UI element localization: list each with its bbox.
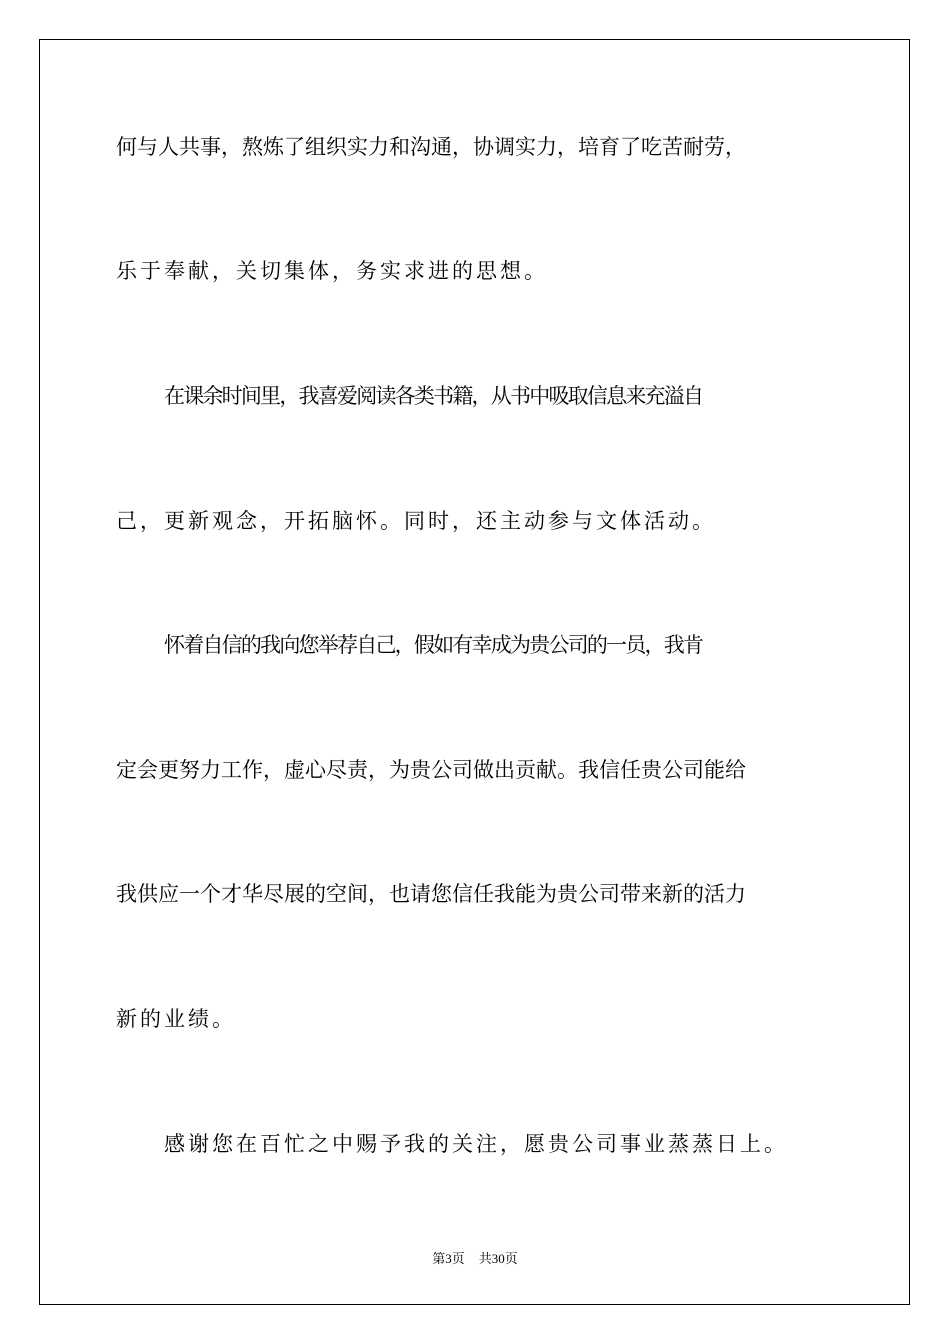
body-line-6: 定会更努力工作，虚心尽责，为贵公司做出贡献。我信任贵公司能给 — [116, 758, 746, 782]
body-line-7: 我供应一个才华尽展的空间，也请您信任我能为贵公司带来新的活力 — [116, 882, 746, 906]
body-line-1: 何与人共事，熬炼了组织实力和沟通，协调实力，培育了吃苦耐劳， — [116, 135, 746, 159]
page-total: 共30页 — [478, 1251, 518, 1266]
body-line-8: 新的业绩。 — [116, 1007, 236, 1031]
body-line-3: 在课余时间里，我喜爱阅读各类书籍，从书中吸取信息来充溢自 — [164, 384, 703, 408]
page-border — [39, 39, 910, 1305]
page-footer — [0, 1248, 950, 1267]
page-number: 第3页 — [432, 1251, 465, 1266]
body-line-4: 己，更新观念，开拓脑怀。同时，还主动参与文体活动。 — [116, 509, 716, 533]
body-line-5: 怀着自信的我向您举荐自己，假如有幸成为贵公司的一员，我肯 — [164, 633, 703, 657]
body-line-2: 乐于奉献，关切集体，务实求进的思想。 — [116, 259, 548, 283]
body-line-9: 感谢您在百忙之中赐予我的关注，愿贵公司事业蒸蒸日上。 — [164, 1132, 788, 1156]
